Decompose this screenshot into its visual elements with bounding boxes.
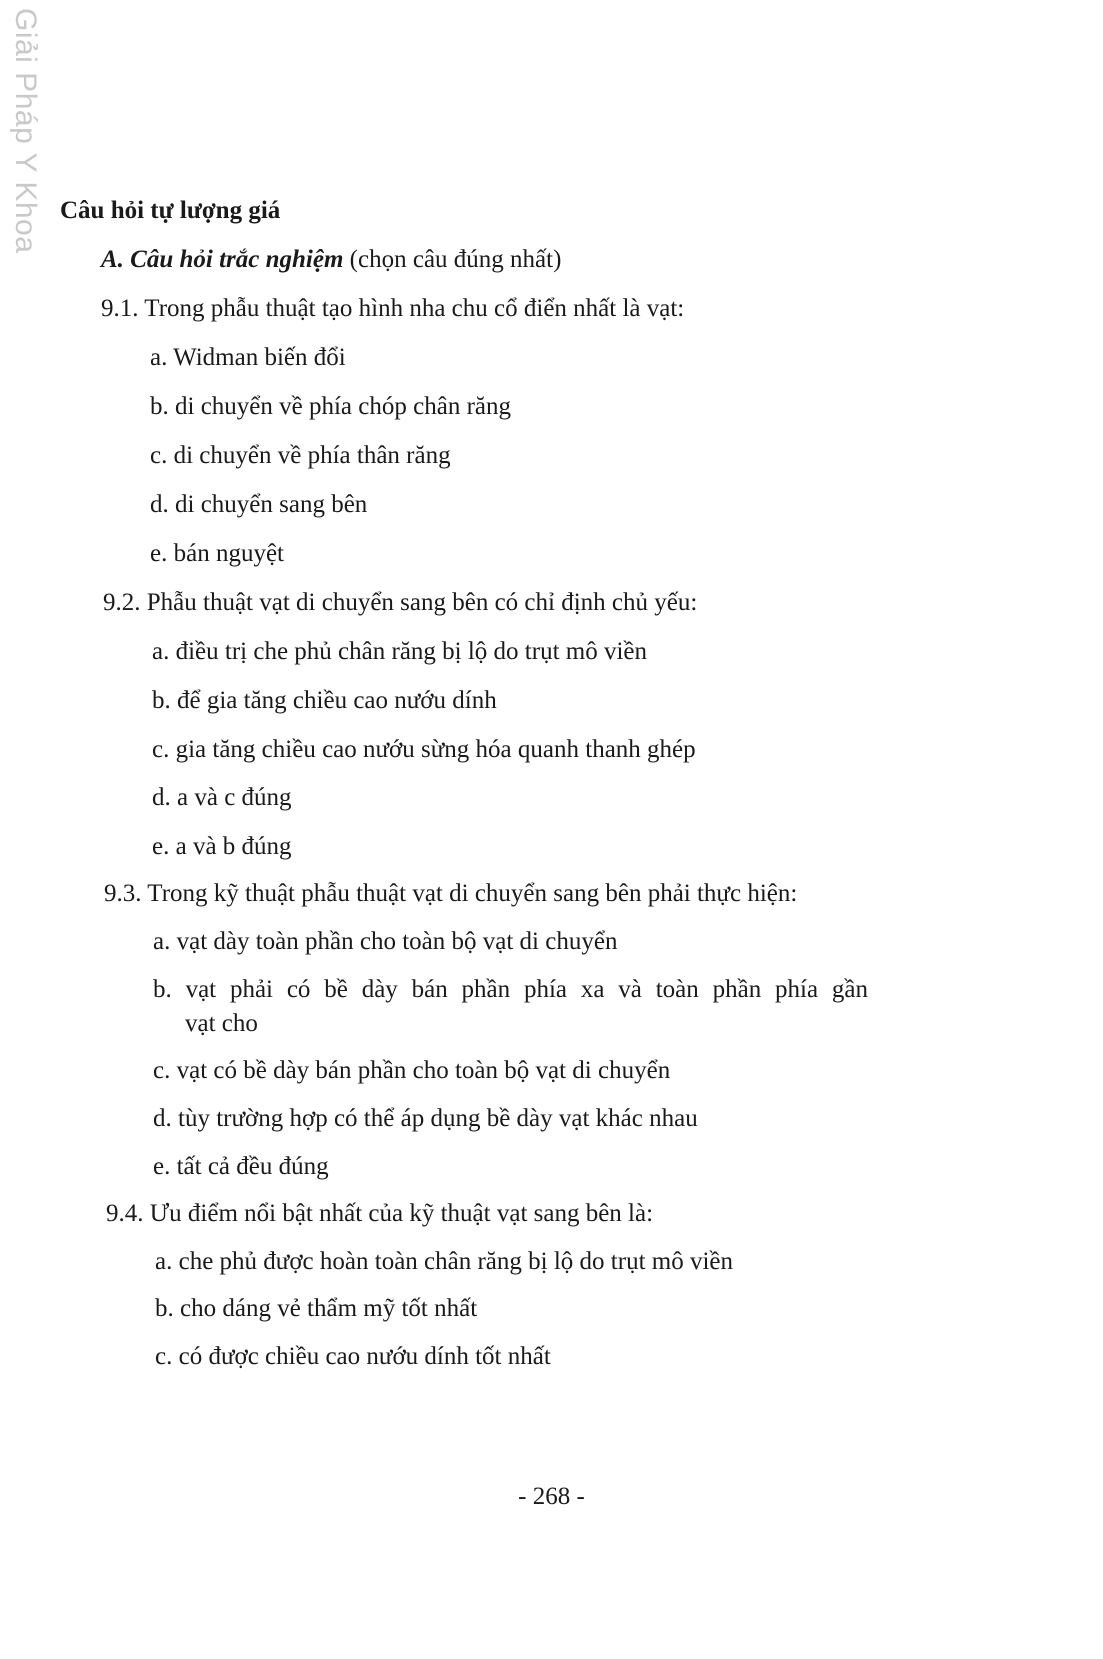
option-9-2-c: c. gia tăng chiều cao nướu sừng hóa quanh thanh ghép [152,736,696,763]
option-9-3-b-continuation: vạt cho [185,1010,258,1037]
question-stem-9-1: 9.1. Trong phẫu thuật tạo hình nha chu cổ điển nhất là vạt: [101,295,685,322]
option-9-2-b: b. để gia tăng chiều cao nướu dính [152,687,497,714]
option-9-3-a: a. vạt dày toàn phần cho toàn bộ vạt di chuyển [153,928,618,955]
question-stem-9-3: 9.3. Trong kỹ thuật phẫu thuật vạt di chuyển sang bên phải thực hiện: [104,880,798,907]
option-9-1-e: e. bán nguyệt [150,540,284,567]
section-title-text: A. Câu hỏi trắc nghiệm [101,246,344,273]
option-9-4-b: b. cho dáng vẻ thẩm mỹ tốt nhất [155,1295,478,1322]
option-9-1-d: d. di chuyển sang bên [150,491,368,518]
option-9-3-b: b. vạt phải có bề dày bán phần phía xa và toàn phần phía gần [153,976,868,1003]
watermark: Giải Pháp Y Khoa [9,8,42,254]
option-9-2-a: a. điều trị che phủ chân răng bị lộ do trụt mô viền [152,638,648,665]
option-9-1-a: a. Widman biến đổi [150,344,346,371]
page-heading: Câu hỏi tự lượng giá [60,197,281,224]
option-9-4-a: a. che phủ được hoàn toàn chân răng bị lộ do trụt mô viền [155,1248,734,1275]
section-title [101,244,561,276]
option-9-2-d: d. a và c đúng [152,784,292,811]
option-9-3-e: e. tất cả đều đúng [153,1153,329,1180]
option-9-2-e: e. a và b đúng [152,833,292,860]
option-9-4-c: c. có được chiều cao nướu dính tốt nhất [155,1343,551,1370]
question-stem-9-4: 9.4. Ưu điểm nổi bật nhất của kỹ thuật vạt sang bên là: [106,1200,654,1227]
section-note: (chọn câu đúng nhất) [349,246,562,273]
option-9-3-d: d. tùy trường hợp có thể áp dụng bề dày vạt khác nhau [153,1105,698,1132]
option-9-1-c: c. di chuyển về phía thân răng [150,442,451,469]
page-number: - 268 - [518,1483,585,1510]
question-stem-9-2: 9.2. Phẫu thuật vạt di chuyển sang bên có chỉ định chủ yếu: [103,589,698,616]
option-9-3-c: c. vạt có bề dày bán phần cho toàn bộ vạt di chuyển [153,1057,671,1084]
option-9-1-b: b. di chuyển về phía chóp chân răng [150,393,511,420]
